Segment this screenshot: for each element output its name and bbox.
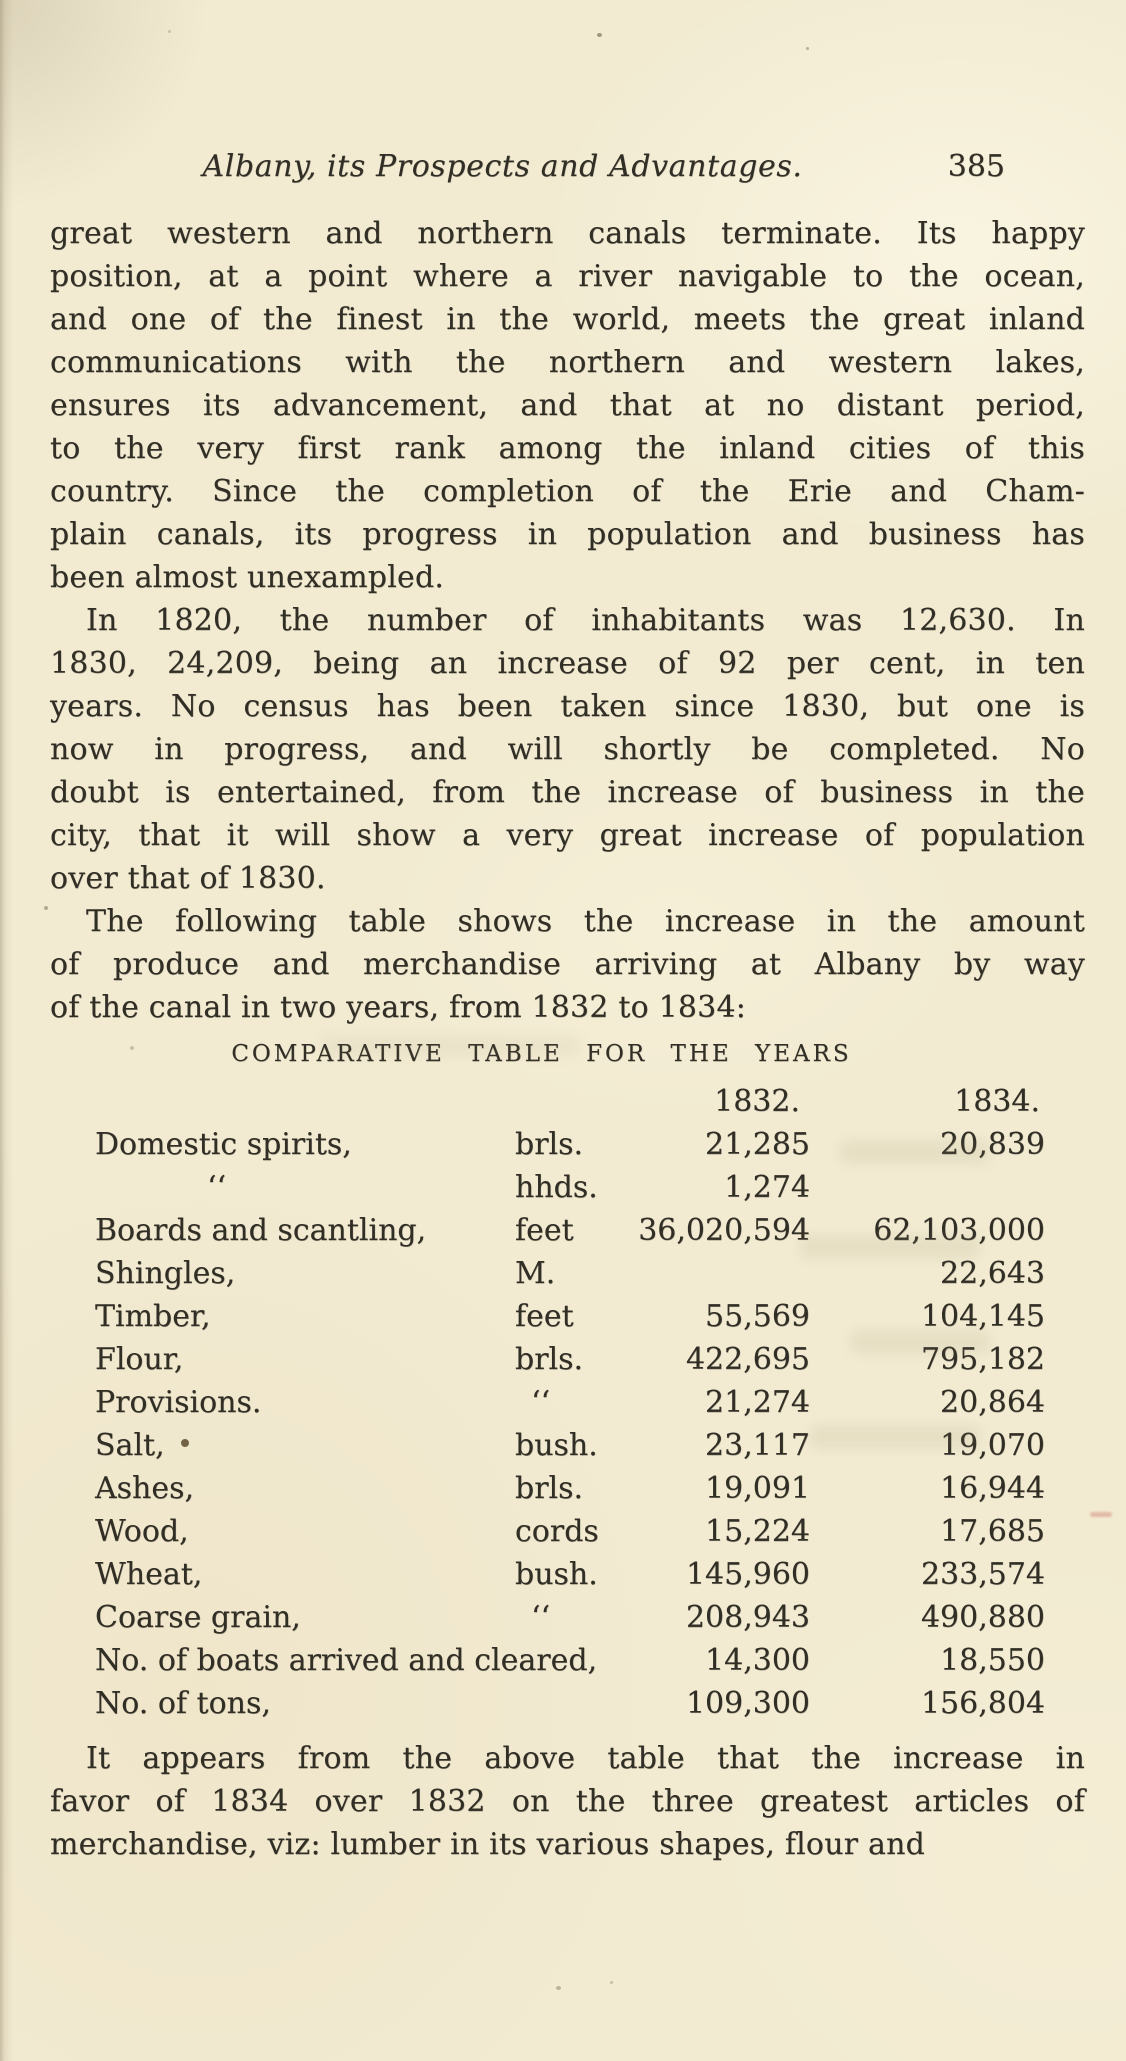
unit-cell: ‘‘ [531, 1385, 551, 1420]
show-through-stain [800, 1235, 980, 1259]
item-cell: Wheat, [95, 1557, 203, 1592]
paragraph-line: over that of 1830. [50, 861, 326, 896]
value-1834-cell: 20,864 [940, 1385, 1045, 1420]
value-1832-cell: 36,020,594 [638, 1213, 810, 1248]
table-caption: COMPARATIVE TABLE FOR THE YEARS [231, 1041, 852, 1067]
paragraph [50, 1737, 1085, 1866]
paragraph-line: now in progress, and will shortly be completed. No [50, 732, 1085, 767]
paragraph [50, 599, 1085, 900]
table-row [95, 1639, 1085, 1682]
item-cell: ‘‘ [207, 1170, 227, 1205]
unit-cell: feet [515, 1213, 574, 1248]
ink-speck [806, 47, 809, 50]
paragraph-line: been almost unexampled. [50, 560, 445, 595]
paragraph-line: ensures its advancement, and that at no distant period, [50, 388, 1085, 423]
table-row [95, 1553, 1085, 1596]
item-cell: Provisions. [95, 1385, 262, 1420]
paragraph-line: city, that it will show a very great increase of population [50, 818, 1085, 853]
value-1834-cell: 16,944 [940, 1471, 1045, 1506]
value-1832-cell: 21,285 [705, 1127, 810, 1162]
value-1834-cell: 18,550 [940, 1643, 1045, 1678]
item-cell: Coarse grain, [95, 1600, 301, 1635]
ink-speck [181, 1439, 189, 1447]
table-row [95, 1682, 1085, 1725]
unit-cell: M. [515, 1256, 556, 1291]
value-1834-cell: 233,574 [920, 1557, 1045, 1592]
show-through-stain [840, 1140, 990, 1164]
value-1832-cell [635, 1252, 810, 1295]
value-1834-cell: 104,145 [920, 1299, 1045, 1334]
paragraph-line: great western and northern canals terminate. Its happy [50, 216, 1085, 251]
value-1832-cell: 14,300 [705, 1643, 810, 1678]
table-year-header-1834: 1834. [954, 1084, 1040, 1119]
unit-cell: hhds. [515, 1170, 598, 1205]
item-cell: Flour, [95, 1342, 184, 1377]
value-1832-cell: 15,224 [705, 1514, 810, 1549]
paragraph-line: doubt is entertained, from the increase of business in the [50, 775, 1085, 810]
unit-cell: brls. [515, 1471, 584, 1506]
paragraph-line: The following table shows the increase in the amount [86, 904, 1085, 939]
value-1832-cell: 55,569 [705, 1299, 810, 1334]
table-year-header-1832: 1832. [714, 1084, 800, 1119]
paragraph-line: of the canal in two years, from 1832 to 1834: [50, 990, 747, 1025]
show-through-stain [810, 1425, 980, 1449]
value-1834-cell: 490,880 [920, 1600, 1045, 1635]
page-title: Albany, its Prospects and Advantages. [202, 149, 803, 184]
table-row [95, 1166, 1085, 1209]
paragraph-line: to the very first rank among the inland cities of this [50, 431, 1085, 466]
value-1834-cell: 17,685 [940, 1514, 1045, 1549]
unit-cell: bush. [515, 1428, 598, 1463]
ink-speck [556, 1986, 561, 1990]
value-1834-cell: 156,804 [920, 1686, 1045, 1721]
item-cell [95, 1424, 515, 1467]
item-cell: No. of tons, [95, 1686, 271, 1721]
value-1834-cell [810, 1166, 1045, 1209]
item-label: Salt, [95, 1428, 165, 1463]
item-cell: Ashes, [95, 1471, 195, 1506]
ink-speck [44, 906, 48, 910]
item-cell: Wood, [95, 1514, 189, 1549]
paragraph [50, 212, 1085, 599]
paragraph-line: favor of 1834 over 1832 on the three greatest articles of [50, 1784, 1085, 1819]
ink-speck [597, 33, 602, 37]
paragraph-line: years. No census has been taken since 1830, but one is [50, 689, 1085, 724]
paragraph-line: It appears from the above table that the increase in [86, 1741, 1085, 1776]
unit-cell: bush. [515, 1557, 598, 1592]
ink-speck [610, 1981, 613, 1984]
value-1832-cell: 422,695 [685, 1342, 810, 1377]
unit-cell: brls. [515, 1127, 584, 1162]
paragraph-line: In 1820, the number of inhabitants was 12,630. In [86, 603, 1085, 638]
item-cell: Timber, [95, 1299, 211, 1334]
show-through-stain [320, 1035, 580, 1057]
ink-speck [168, 30, 171, 33]
value-1832-cell: 208,943 [685, 1600, 810, 1635]
paragraph-line: 1830, 24,209, being an increase of 92 per cent, in ten [50, 646, 1085, 681]
value-1834-cell: 20,839 [940, 1127, 1045, 1162]
table-row [95, 1381, 1085, 1424]
comparative-table [95, 1080, 1085, 1725]
value-1832-cell: 19,091 [705, 1471, 810, 1506]
table-row [95, 1510, 1085, 1553]
paragraph-line: of produce and merchandise arriving at Albany by way [50, 947, 1085, 982]
value-1834-cell: 62,103,000 [873, 1213, 1045, 1248]
value-1832-cell: 21,274 [705, 1385, 810, 1420]
value-1832-cell: 109,300 [685, 1686, 810, 1721]
running-header [50, 145, 1085, 188]
value-1832-cell: 23,117 [705, 1428, 810, 1463]
pink-smudge [1090, 1512, 1112, 1517]
unit-cell: feet [515, 1299, 574, 1334]
table-row [95, 1596, 1085, 1639]
unit-cell: ‘‘ [531, 1600, 551, 1635]
item-cell: Boards and scantling, [95, 1213, 427, 1248]
paragraph-line: communications with the northern and western lakes, [50, 345, 1085, 380]
item-cell: Shingles, [95, 1256, 236, 1291]
page-number: 385 [947, 149, 1005, 184]
value-1834-cell: 22,643 [940, 1256, 1045, 1291]
unit-cell: cords [515, 1514, 599, 1549]
table-row [95, 1467, 1085, 1510]
paragraph-line: plain canals, its progress in population and business has [50, 517, 1085, 552]
item-cell: No. of boats arrived and cleared, [95, 1643, 598, 1678]
paragraph [50, 900, 1085, 1029]
value-1834-cell: 19,070 [940, 1428, 1045, 1463]
paragraph-line: merchandise, viz: lumber in its various shapes, flour and [50, 1827, 925, 1862]
ink-speck [130, 1046, 134, 1050]
value-1832-cell: 145,960 [685, 1557, 810, 1592]
unit-cell: brls. [515, 1342, 584, 1377]
value-1834-cell: 795,182 [920, 1342, 1045, 1377]
item-cell: Domestic spirits, [95, 1127, 352, 1162]
page-content [50, 0, 1085, 1866]
table-year-header-row [95, 1080, 1085, 1123]
value-1832-cell: 1,274 [724, 1170, 810, 1205]
show-through-stain [850, 1330, 990, 1354]
paragraph-line: country. Since the completion of the Erie and Cham- [50, 474, 1085, 509]
paragraph-line: position, at a point where a river navigable to the ocean, [50, 259, 1085, 294]
paragraph-line: and one of the finest in the world, meets the great inland [50, 302, 1085, 337]
